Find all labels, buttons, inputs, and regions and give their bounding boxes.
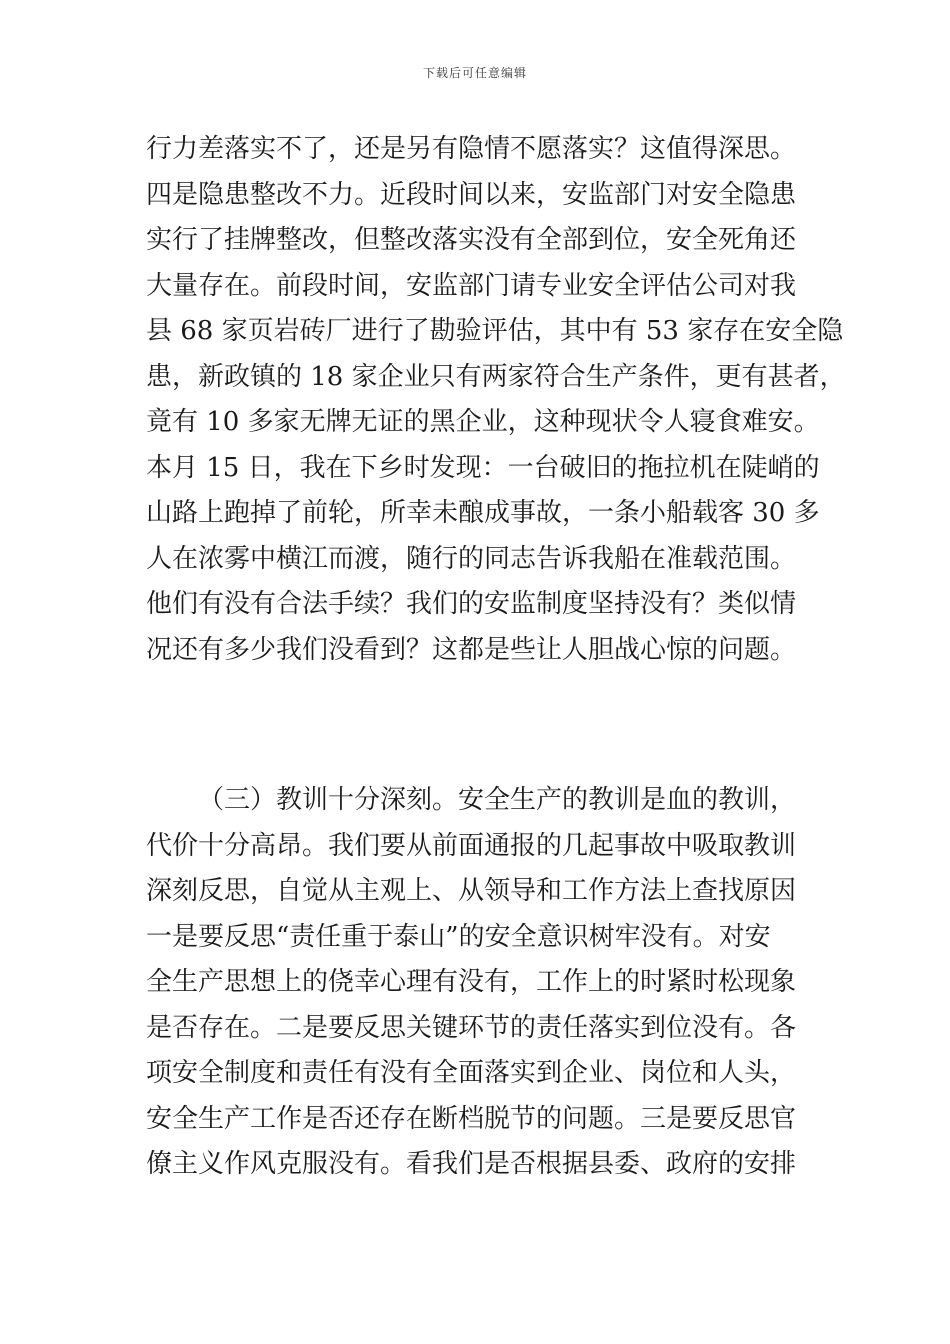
text-line: 项安全制度和责任有没有全面落实到企业、岗位和人头， [146,1058,797,1088]
text-line: 一是要反思“责任重于泰山”的安全意识树牢没有。对安 [146,921,771,952]
text-line: 安全生产工作是否还存在断档脱节的问题。三是要反思官 [146,1103,797,1134]
page-header: 下载后可任意编辑 [422,66,527,80]
text-line: 是否存在。二是要反思关键环节的责任落实到位没有。各 [146,1012,797,1043]
text-line: 县 68 家页岩砖厂进行了勘验评估，其中有 53 家存在安全隐 [146,316,844,346]
text-line: 他们有没有合法手续？我们的安监制度坚持没有？类似情 [146,589,797,619]
text-line: 全生产思想上的侥幸心理有没有，工作上的时紧时松现象 [146,967,797,997]
text-line: 山路上跑掉了前轮，所幸未酿成事故，一条小船载客 30 多 [146,498,820,528]
text-line: 实行了挂牌整改，但整改落实没有全部到位，安全死角还 [146,225,797,255]
text-line: 人在浓雾中横江而渡，随行的同志告诉我船在准载范围。 [146,543,797,574]
text-line: 本月 15 日，我在下乡时发现：一台破旧的拖拉机在陡峭的 [146,452,820,483]
text-line: 四是隐患整改不力。近段时间以来，安监部门对安全隐患 [146,179,797,210]
text-line: 况还有多少我们没看到？这都是些让人胆战心惊的问题。 [146,634,797,665]
text-line: 行力差落实不了，还是另有隐情不愿落实？这值得深思。 [146,134,797,164]
paragraph [146,127,846,673]
text-line: 患，新政镇的 18 家企业只有两家符合生产条件，更有甚者， [146,361,846,392]
paragraph [146,778,826,1188]
text-line: 大量存在。前段时间，安监部门请专业安全评估公司对我 [146,270,797,301]
text-line: 僚主义作风克服没有。看我们是否根据县委、政府的安排 [146,1149,797,1179]
text-line: 竟有 10 多家无牌无证的黑企业，这种现状令人寝食难安。 [146,407,820,437]
text-line: 深刻反思，自觉从主观上、从领导和工作方法上查找原因 [146,876,797,906]
text-line: 代价十分高昂。我们要从前面通报的几起事故中吸取教训 [146,830,797,861]
text-line: （三）教训十分深刻。安全生产的教训是血的教训， [198,785,797,815]
